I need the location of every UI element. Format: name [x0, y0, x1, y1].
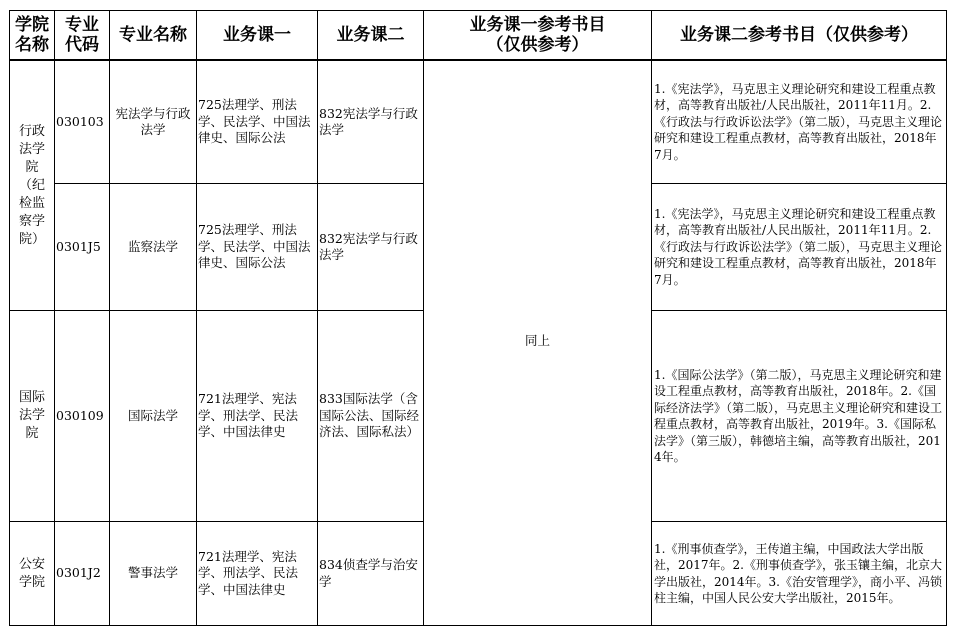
course1-text: 725法理学、刑法学、民法学、中国法律史、国际公法 — [198, 97, 311, 146]
header-ref2 — [652, 11, 946, 59]
table-row-major — [110, 61, 196, 183]
header-code — [55, 11, 109, 59]
table-row-course1 — [198, 311, 317, 521]
ref1-merged-cell — [424, 61, 651, 625]
table-row-ref2 — [652, 522, 946, 625]
college-cell-1 — [10, 61, 54, 310]
table-row-ref2 — [652, 311, 946, 521]
table-row-major — [110, 311, 196, 521]
header-major — [110, 11, 196, 59]
table-row-code — [56, 184, 109, 310]
course1-text: 721法理学、宪法学、刑法学、民法学、中国法律史 — [198, 548, 299, 597]
table-row-major — [110, 184, 196, 310]
header-college-label: 学院名称 — [15, 15, 49, 55]
course2-text: 832宪法学与行政法学 — [319, 230, 418, 262]
ref2-text: 1.《刑事侦查学》，王传道主编，中国政法大学出版社，2017年。2.《刑事侦查学》，张玉镶主编，北京大学出版社，2014年。3.《治安管理学》，商小平、冯锁柱主编，中国人民公安大学出版社，2015年。 — [654, 541, 942, 605]
header-course2-label: 业务课二 — [336, 25, 405, 45]
college-cell-2 — [10, 311, 54, 521]
header-course2 — [318, 11, 423, 59]
table-row-course1 — [198, 61, 317, 183]
course1-text: 721法理学、宪法学、刑法学、民法学、中国法律史 — [198, 391, 299, 440]
college-name: 行政法学院（纪检监察学院） — [18, 123, 45, 247]
header-college — [10, 11, 54, 59]
major-code: 030103 — [56, 113, 104, 129]
ref2-text: 1.《国际公法学》（第二版），马克思主义理论研究和建设工程重点教材，高等教育出版社，2018年。2.《国际经济法学》（第二版），马克思主义理论研究和建设工程重点教材，高等教育出版社，2019年。3.《国际私法学》（第三版），韩德培主编，高等教育出版社，2014年。 — [654, 367, 943, 464]
major-name: 宪法学与行政法学 — [115, 105, 191, 137]
grid-line — [946, 10, 947, 626]
major-name: 警事法学 — [127, 565, 178, 581]
header-major-label: 专业名称 — [119, 25, 187, 45]
major-code: 0301J5 — [56, 238, 101, 254]
grid-line — [317, 10, 318, 626]
course1-text: 725法理学、刑法学、民法学、中国法律史、国际公法 — [198, 222, 311, 271]
college-name: 国际法学院 — [18, 390, 45, 441]
ref2-text: 1.《宪法学》，马克思主义理论研究和建设工程重点教材，高等教育出版社/人民出版社，2011年11月。2.《行政法与行政诉讼法学》（第二版），马克思主义理论研究和建设工程重点教材，高等教育出版社，2018年7月。 — [654, 81, 943, 162]
grid-line — [54, 10, 55, 626]
header-ref1-label: 业务课一参考书目（仅供参考） — [469, 15, 606, 55]
ref2-text: 1.《宪法学》，马克思主义理论研究和建设工程重点教材，高等教育出版社/人民出版社，2011年11月。2.《行政法与行政诉讼法学》（第二版），马克思主义理论研究和建设工程重点教材，高等教育出版社，2018年7月。 — [654, 206, 943, 287]
ref1-same-as-above: 同上 — [524, 333, 550, 348]
header-course1 — [197, 11, 317, 59]
table-row-course2 — [319, 311, 423, 521]
table-row-course1 — [198, 184, 317, 310]
course2-text: 833国际法学（含国际公法、国际经济法、国际私法） — [319, 391, 420, 440]
header-course1-label: 业务课一 — [223, 25, 291, 45]
course2-text: 834侦查学与治安学 — [319, 557, 418, 589]
major-code: 030109 — [56, 407, 104, 423]
table-row-ref2 — [652, 61, 946, 183]
table-row-course1 — [198, 522, 317, 625]
table-row-code — [56, 522, 109, 625]
major-name: 监察法学 — [127, 238, 178, 254]
table-row-code — [56, 61, 109, 183]
table-row-code — [56, 311, 109, 521]
grid-line — [9, 625, 947, 626]
course2-text: 832宪法学与行政法学 — [319, 105, 418, 137]
table-row-ref2 — [652, 184, 946, 310]
table-row-course2 — [319, 184, 423, 310]
major-name: 国际法学 — [127, 407, 178, 423]
major-code: 0301J2 — [56, 565, 101, 581]
college-cell-3 — [10, 522, 54, 625]
table-row-major — [110, 522, 196, 625]
table-row-course2 — [319, 61, 423, 183]
header-ref2-label: 业务课二参考书目（仅供参考） — [680, 25, 918, 45]
header-code-label: 专业代码 — [65, 15, 99, 55]
grid-line — [196, 10, 197, 626]
college-name: 公安学院 — [18, 556, 45, 590]
table-row-course2 — [319, 522, 423, 625]
header-ref1 — [424, 11, 651, 59]
